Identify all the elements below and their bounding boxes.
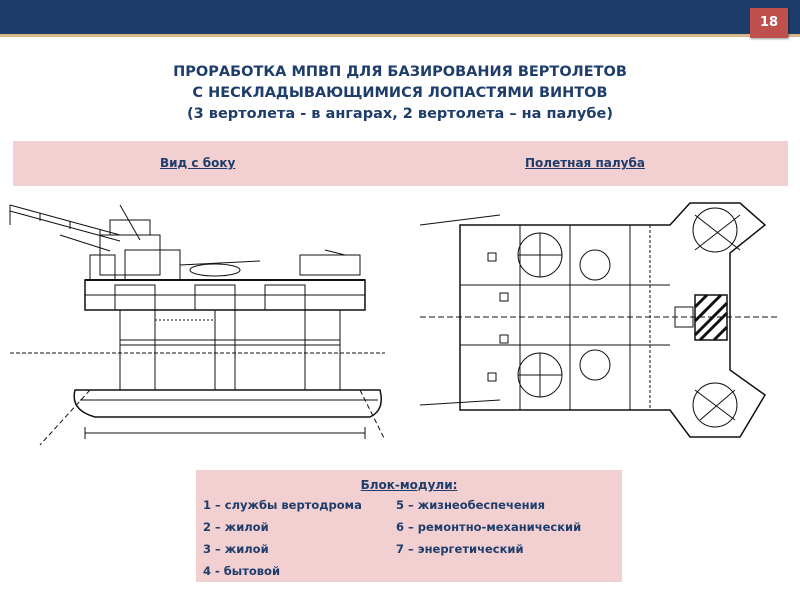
side-view-label: Вид с боку bbox=[160, 156, 236, 170]
side-view-drawing bbox=[0, 195, 395, 460]
legend-item-3: 3 – жилой bbox=[203, 542, 269, 556]
title-line-3: (3 вертолета - в ангарах, 2 вертолета – на палубе) bbox=[187, 106, 613, 122]
legend-item-5: 5 – жизнеобеспечения bbox=[396, 498, 546, 512]
legend-item-7: 7 – энергетический bbox=[396, 542, 524, 556]
views-band bbox=[13, 141, 788, 186]
header-bar bbox=[0, 0, 800, 34]
legend-item-2: 2 – жилой bbox=[203, 520, 269, 534]
slide-number-badge: 18 bbox=[750, 8, 788, 38]
title-line-1: ПРОРАБОТКА МПВП ДЛЯ БАЗИРОВАНИЯ ВЕРТОЛЕТОВ bbox=[173, 64, 627, 80]
deck-view-label: Полетная палуба bbox=[525, 156, 645, 170]
legend-title: Блок-модули: bbox=[360, 478, 458, 492]
flight-deck-drawing bbox=[400, 195, 795, 460]
legend-item-4: 4 - бытовой bbox=[203, 564, 281, 578]
legend-item-6: 6 – ремонтно-механический bbox=[396, 520, 582, 534]
slide-title bbox=[100, 62, 700, 125]
legend-item-1: 1 – службы вертодрома bbox=[203, 498, 362, 512]
title-line-2: С НЕСКЛАДЫВАЮЩИМИСЯ ЛОПАСТЯМИ ВИНТОВ bbox=[192, 85, 608, 101]
header-stripe bbox=[0, 34, 800, 37]
